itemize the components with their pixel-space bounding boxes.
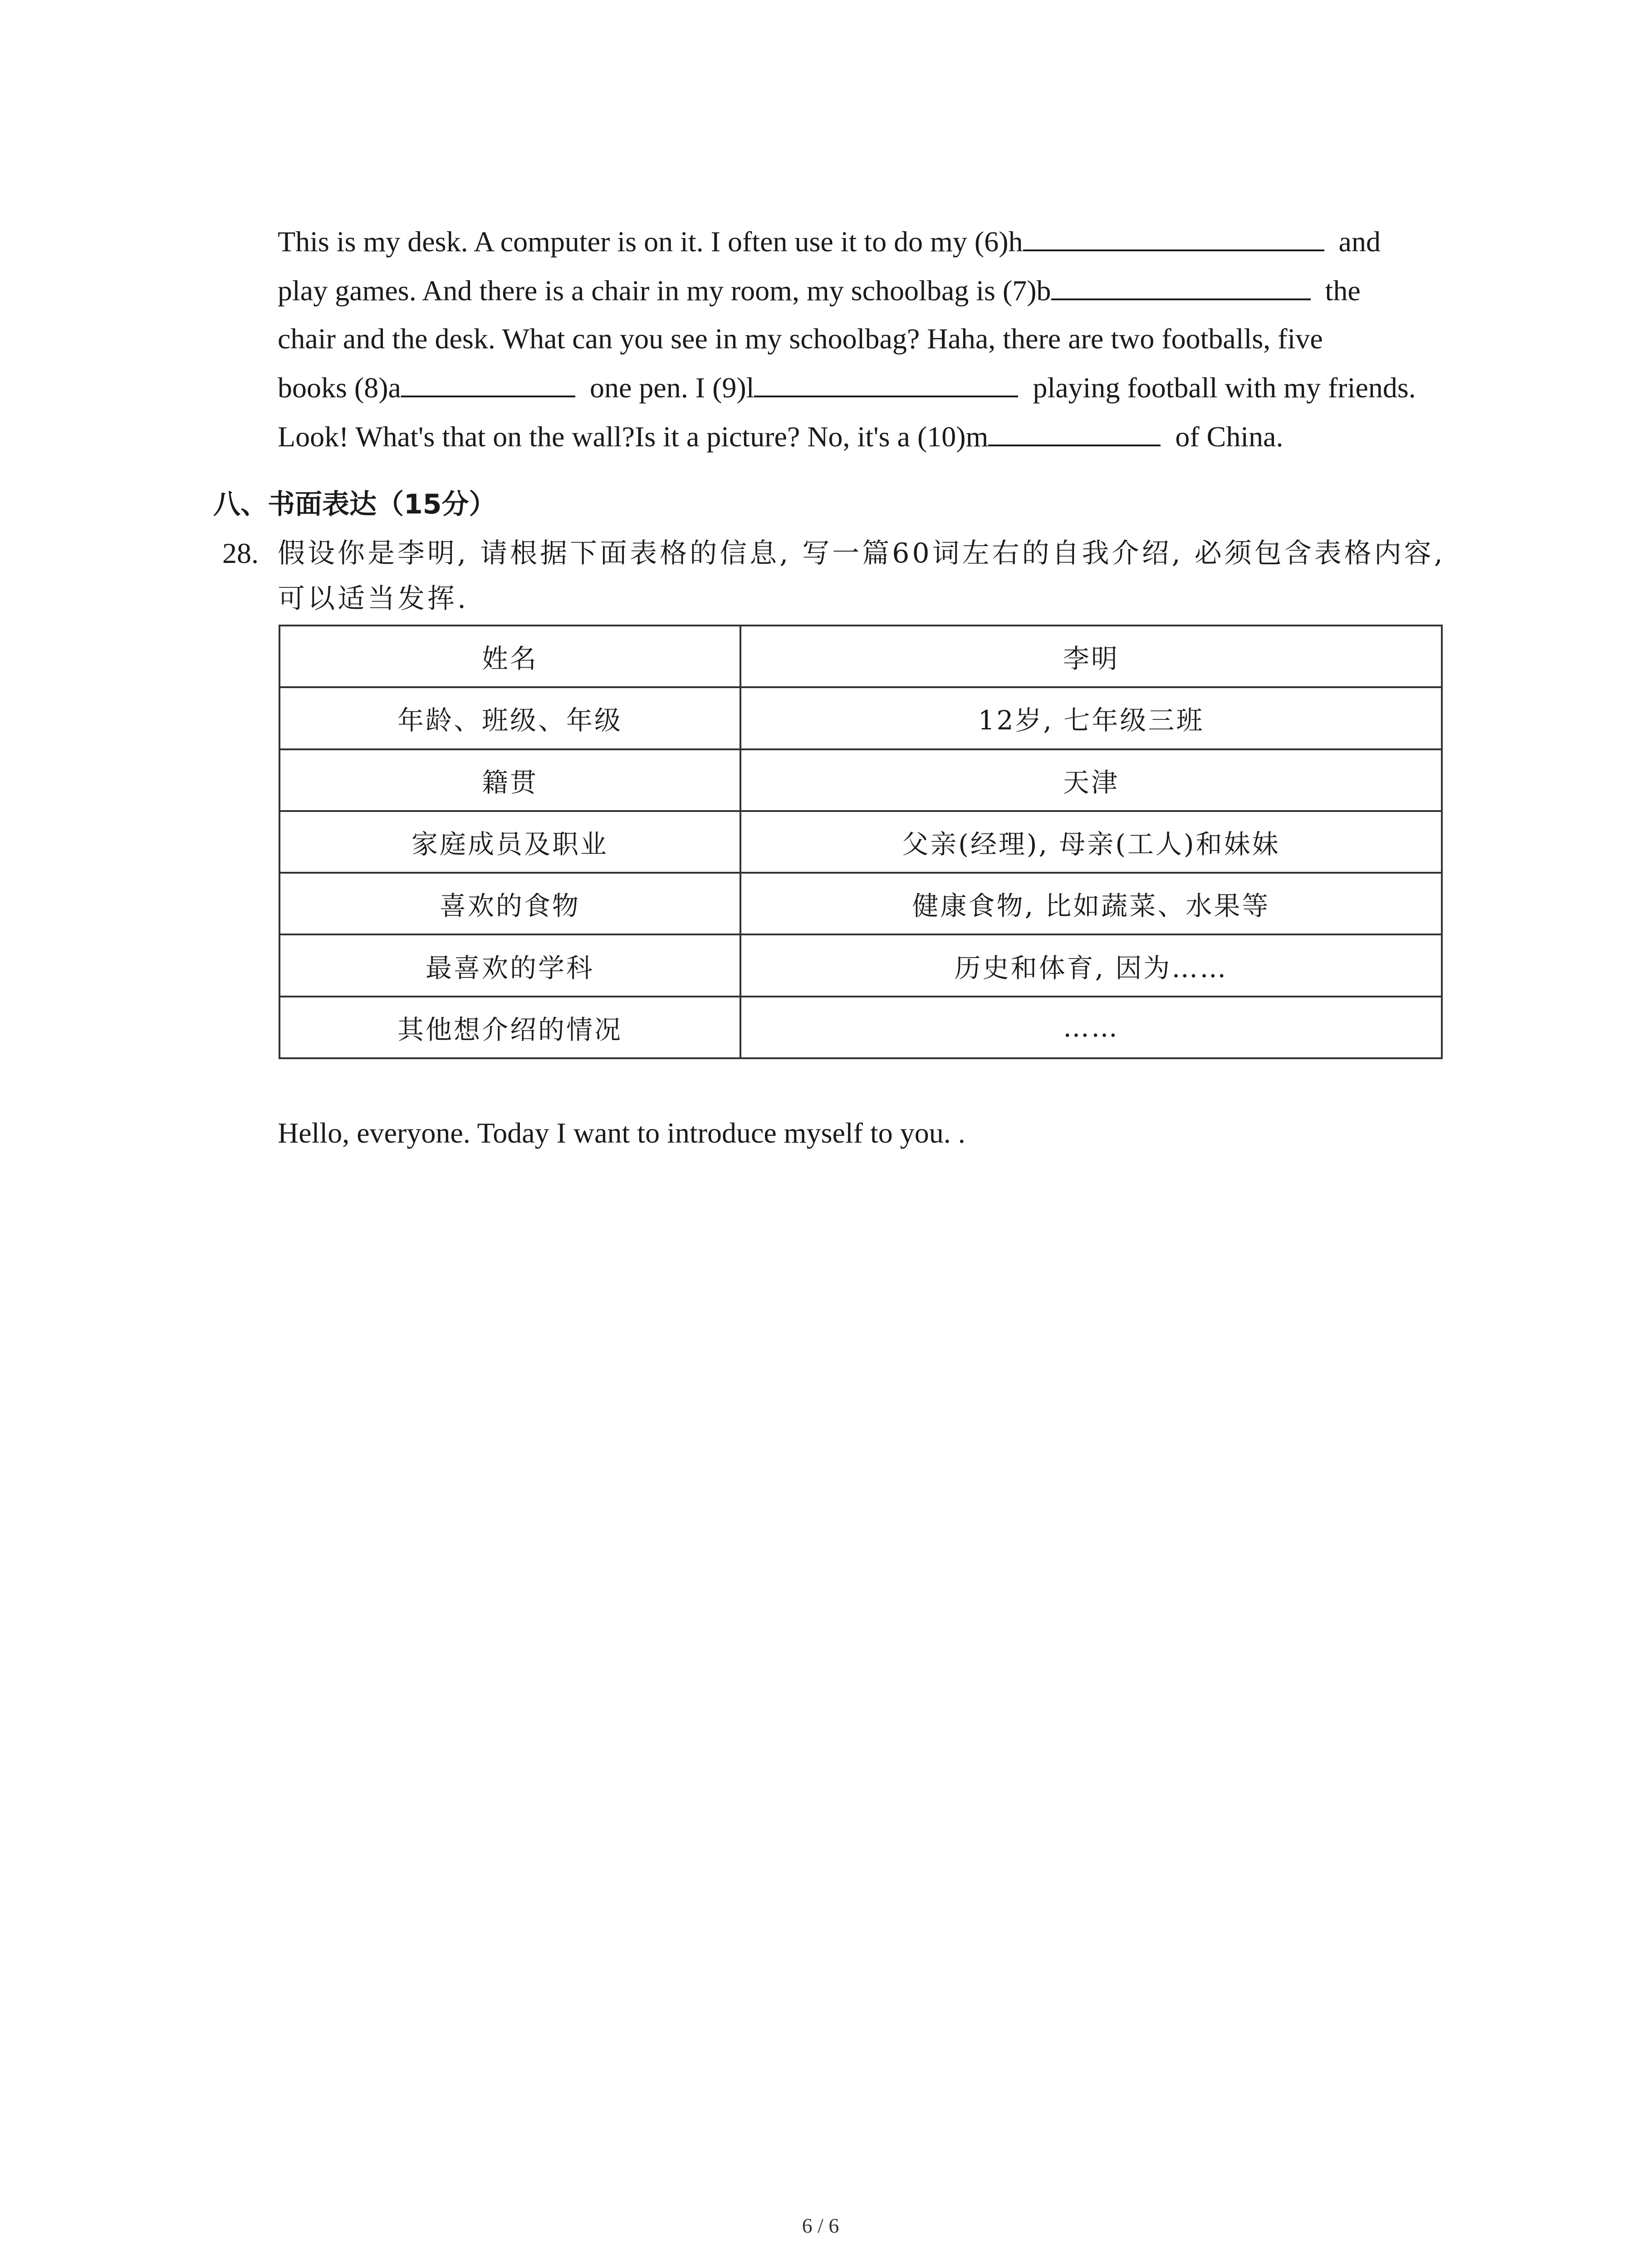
- table-row: [279, 687, 1442, 749]
- answer-blank-8[interactable]: [401, 363, 575, 397]
- question-prompt-line-2: 可以适当发挥.: [278, 583, 469, 615]
- passage-text: This is my desk. A computer is on it. I often use it to do my (6)h: [278, 225, 1023, 258]
- table-label-cell: 最喜欢的学科: [279, 934, 740, 996]
- answer-blank-6[interactable]: [1023, 217, 1324, 251]
- table-row: [279, 811, 1442, 873]
- table-label-cell: 家庭成员及职业: [279, 811, 740, 873]
- answer-blank-7[interactable]: [1051, 266, 1311, 300]
- answer-blank-10[interactable]: [988, 412, 1161, 446]
- table-label-cell: 喜欢的食物: [279, 873, 740, 934]
- table-label-cell: 年龄、班级、年级: [279, 687, 740, 749]
- passage-text: books (8)a: [278, 371, 401, 404]
- answer-blank-9[interactable]: [754, 363, 1018, 397]
- table-label-cell: 姓名: [279, 626, 740, 687]
- table-row: [279, 626, 1442, 687]
- section-heading: 八、书面表达（15分）: [213, 489, 496, 520]
- passage-text: chair and the desk. What can you see in my schoolbag? Haha, there are two footballs, five: [278, 323, 1323, 355]
- page-number: 6 / 6: [802, 2214, 839, 2237]
- passage-line-4: [278, 363, 1416, 413]
- passage-line-3: [278, 314, 1323, 364]
- passage-text: one pen. I (9)l: [589, 371, 754, 404]
- passage-line-5: [278, 412, 1283, 462]
- passage-text: play games. And there is a chair in my room, my schoolbag is (7)b: [278, 274, 1051, 307]
- passage-text: the: [1325, 274, 1361, 307]
- passage-text: Look! What's that on the wall?Is it a picture? No, it's a (10)m: [278, 420, 989, 453]
- table-value-cell: 12岁, 七年级三班: [740, 687, 1442, 749]
- passage-line-1: [278, 217, 1381, 267]
- table-row: [279, 934, 1442, 996]
- passage-text: and: [1338, 225, 1381, 258]
- essay-opening-line: Hello, everyone. Today I want to introduce myself to you. .: [278, 1117, 965, 1149]
- table-value-cell: 父亲(经理), 母亲(工人)和妹妹: [740, 811, 1442, 873]
- table-value-cell: 历史和体育, 因为……: [740, 934, 1442, 996]
- table-row: [279, 749, 1442, 811]
- table-value-cell: 健康食物, 比如蔬菜、水果等: [740, 873, 1442, 934]
- passage-line-2: [278, 266, 1361, 316]
- question-prompt-line-1: 假设你是李明, 请根据下面表格的信息, 写一篇60词左右的自我介绍, 必须包含表格内容,: [278, 538, 1445, 569]
- table-value-cell: 李明: [740, 626, 1442, 687]
- question-number: 28.: [222, 537, 259, 569]
- table-label-cell: 籍贯: [279, 749, 740, 811]
- table-row: [279, 997, 1442, 1058]
- passage-text: playing football with my friends.: [1033, 371, 1416, 404]
- table-value-cell: ……: [740, 997, 1442, 1058]
- table-row: [279, 873, 1442, 934]
- table-label-cell: 其他想介绍的情况: [279, 997, 740, 1058]
- passage-text: of China.: [1175, 420, 1283, 453]
- info-table: [279, 625, 1443, 1059]
- table-value-cell: 天津: [740, 749, 1442, 811]
